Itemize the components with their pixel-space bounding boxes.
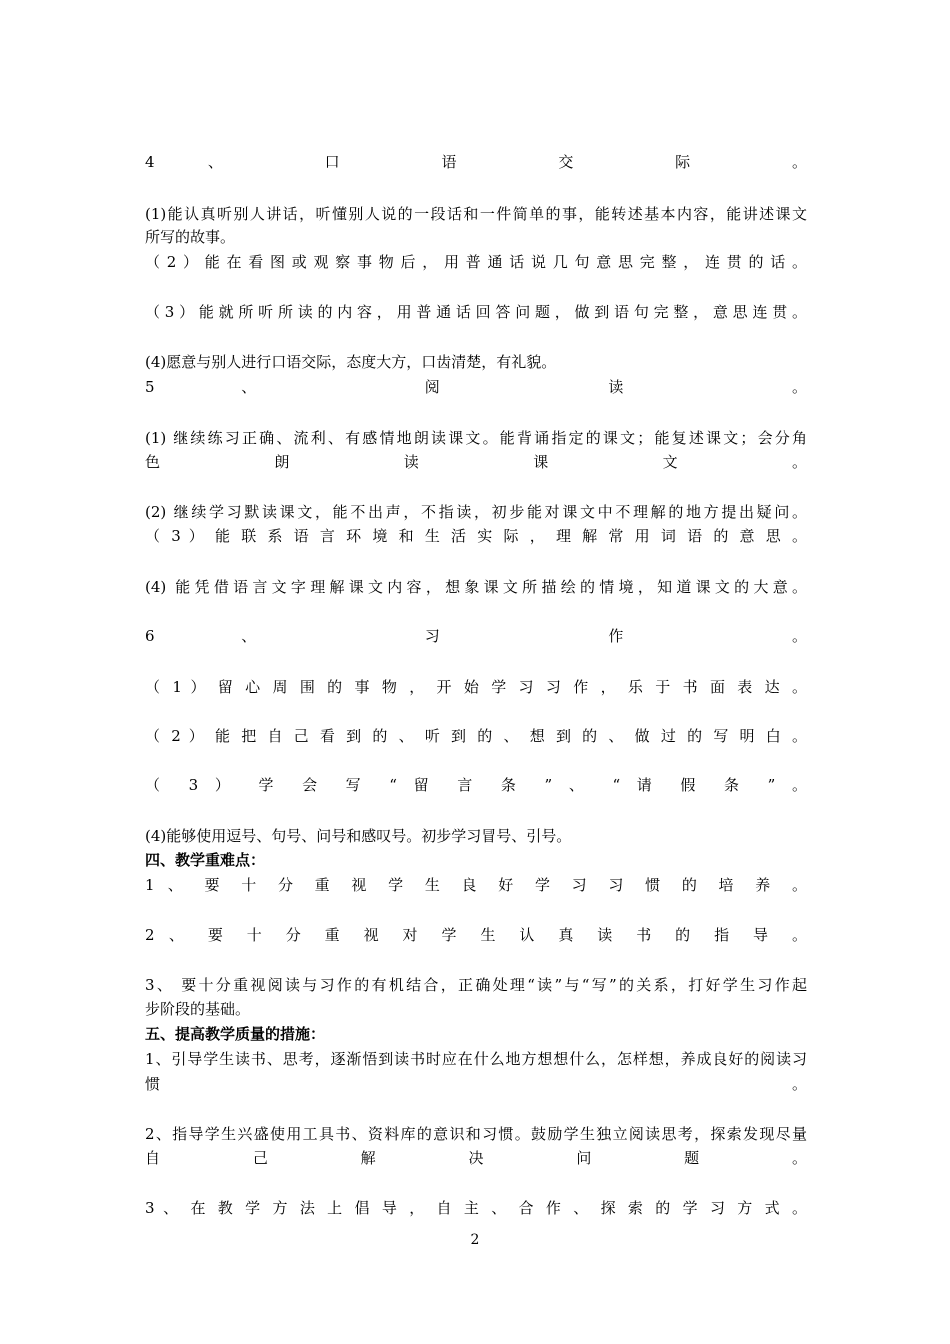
line: (4) 能凭借语言文字理解课文内容，想象课文所描绘的情境，知道课文的大意。 (145, 578, 807, 596)
line: 惯 。 (145, 1075, 807, 1093)
line: 3 、 在 教 学 方 法 上 倡 导 ， 自 主 、 合 作 、 探 索 的 学 习 方 式 。 (145, 1199, 807, 1217)
line: 2 、 要 十 分 重 视 对 学 生 认 真 读 书 的 指 导 。 (145, 926, 807, 944)
line: （ 3 ） 能 联 系 语 言 环 境 和 生 活 实 际 ， 理 解 常 用 词 语 的 意 思 。 (145, 527, 807, 545)
line: 5 、 阅 读 。 (145, 378, 807, 396)
line: 4 、 口 语 交 际 。 (145, 153, 807, 171)
line: (2) 继续学习默读课文，能不出声，不指读，初步能对课文中不理解的地方提出疑问。 (145, 503, 807, 521)
line: （3）能就所听所读的内容，用普通话回答问题，做到语句完整，意思连贯。 (145, 303, 807, 321)
line: (1) 继续练习正确、流利、有感情地朗读课文。能背诵指定的课文；能复述课文；会分角 (145, 429, 807, 447)
line: 所写的故事。 (145, 228, 236, 246)
line: 6 、 习 作 。 (145, 627, 807, 645)
line: (1)能认真听别人讲话，听懂别人说的一段话和一件简单的事，能转述基本内容，能讲述课文 (145, 205, 807, 223)
line: 1 、 要 十 分 重 视 学 生 良 好 学 习 习 惯 的 培 养 。 (145, 876, 807, 894)
section-heading: 四、教学重难点： (145, 851, 266, 869)
line: 1、引导学生读书、思考，逐渐悟到读书时应在什么地方想想什么，怎样想，养成良好的阅读习 (145, 1050, 807, 1068)
line: 自 己 解 决 问 题 。 (145, 1149, 807, 1167)
line: 3、 要十分重视阅读与习作的有机结合，正确处理“读”与“写”的关系，打好学生习作起 (145, 976, 807, 994)
section-heading: 五、提高教学质量的措施： (145, 1025, 326, 1043)
line: 步阶段的基础。 (145, 1000, 251, 1018)
line: (4)愿意与别人进行口语交际，态度大方，口齿清楚，有礼貌。 (145, 353, 557, 371)
line: （ 2 ） 能 把 自 己 看 到 的 、 听 到 的 、 想 到 的 、 做 过 的 写 明 白 。 (145, 727, 807, 745)
line: 色 朗 读 课 文 。 (145, 453, 807, 471)
line: (4)能够使用逗号、句号、问号和感叹号。初步学习冒号、引号。 (145, 827, 572, 845)
line: 2、指导学生兴盛使用工具书、资料库的意识和习惯。鼓励学生独立阅读思考，探索发现尽量 (145, 1125, 807, 1143)
line: （ 1 ） 留 心 周 围 的 事 物 ， 开 始 学 习 习 作 ， 乐 于 书 面 表 达 。 (145, 678, 807, 696)
line: （2）能在看图或观察事物后，用普通话说几句意思完整，连贯的话。 (145, 253, 807, 271)
page-number: 2 (470, 1232, 480, 1248)
line: （ 3 ） 学 会 写 “ 留 言 条 ” 、 “ 请 假 条 ” 。 (145, 776, 807, 794)
